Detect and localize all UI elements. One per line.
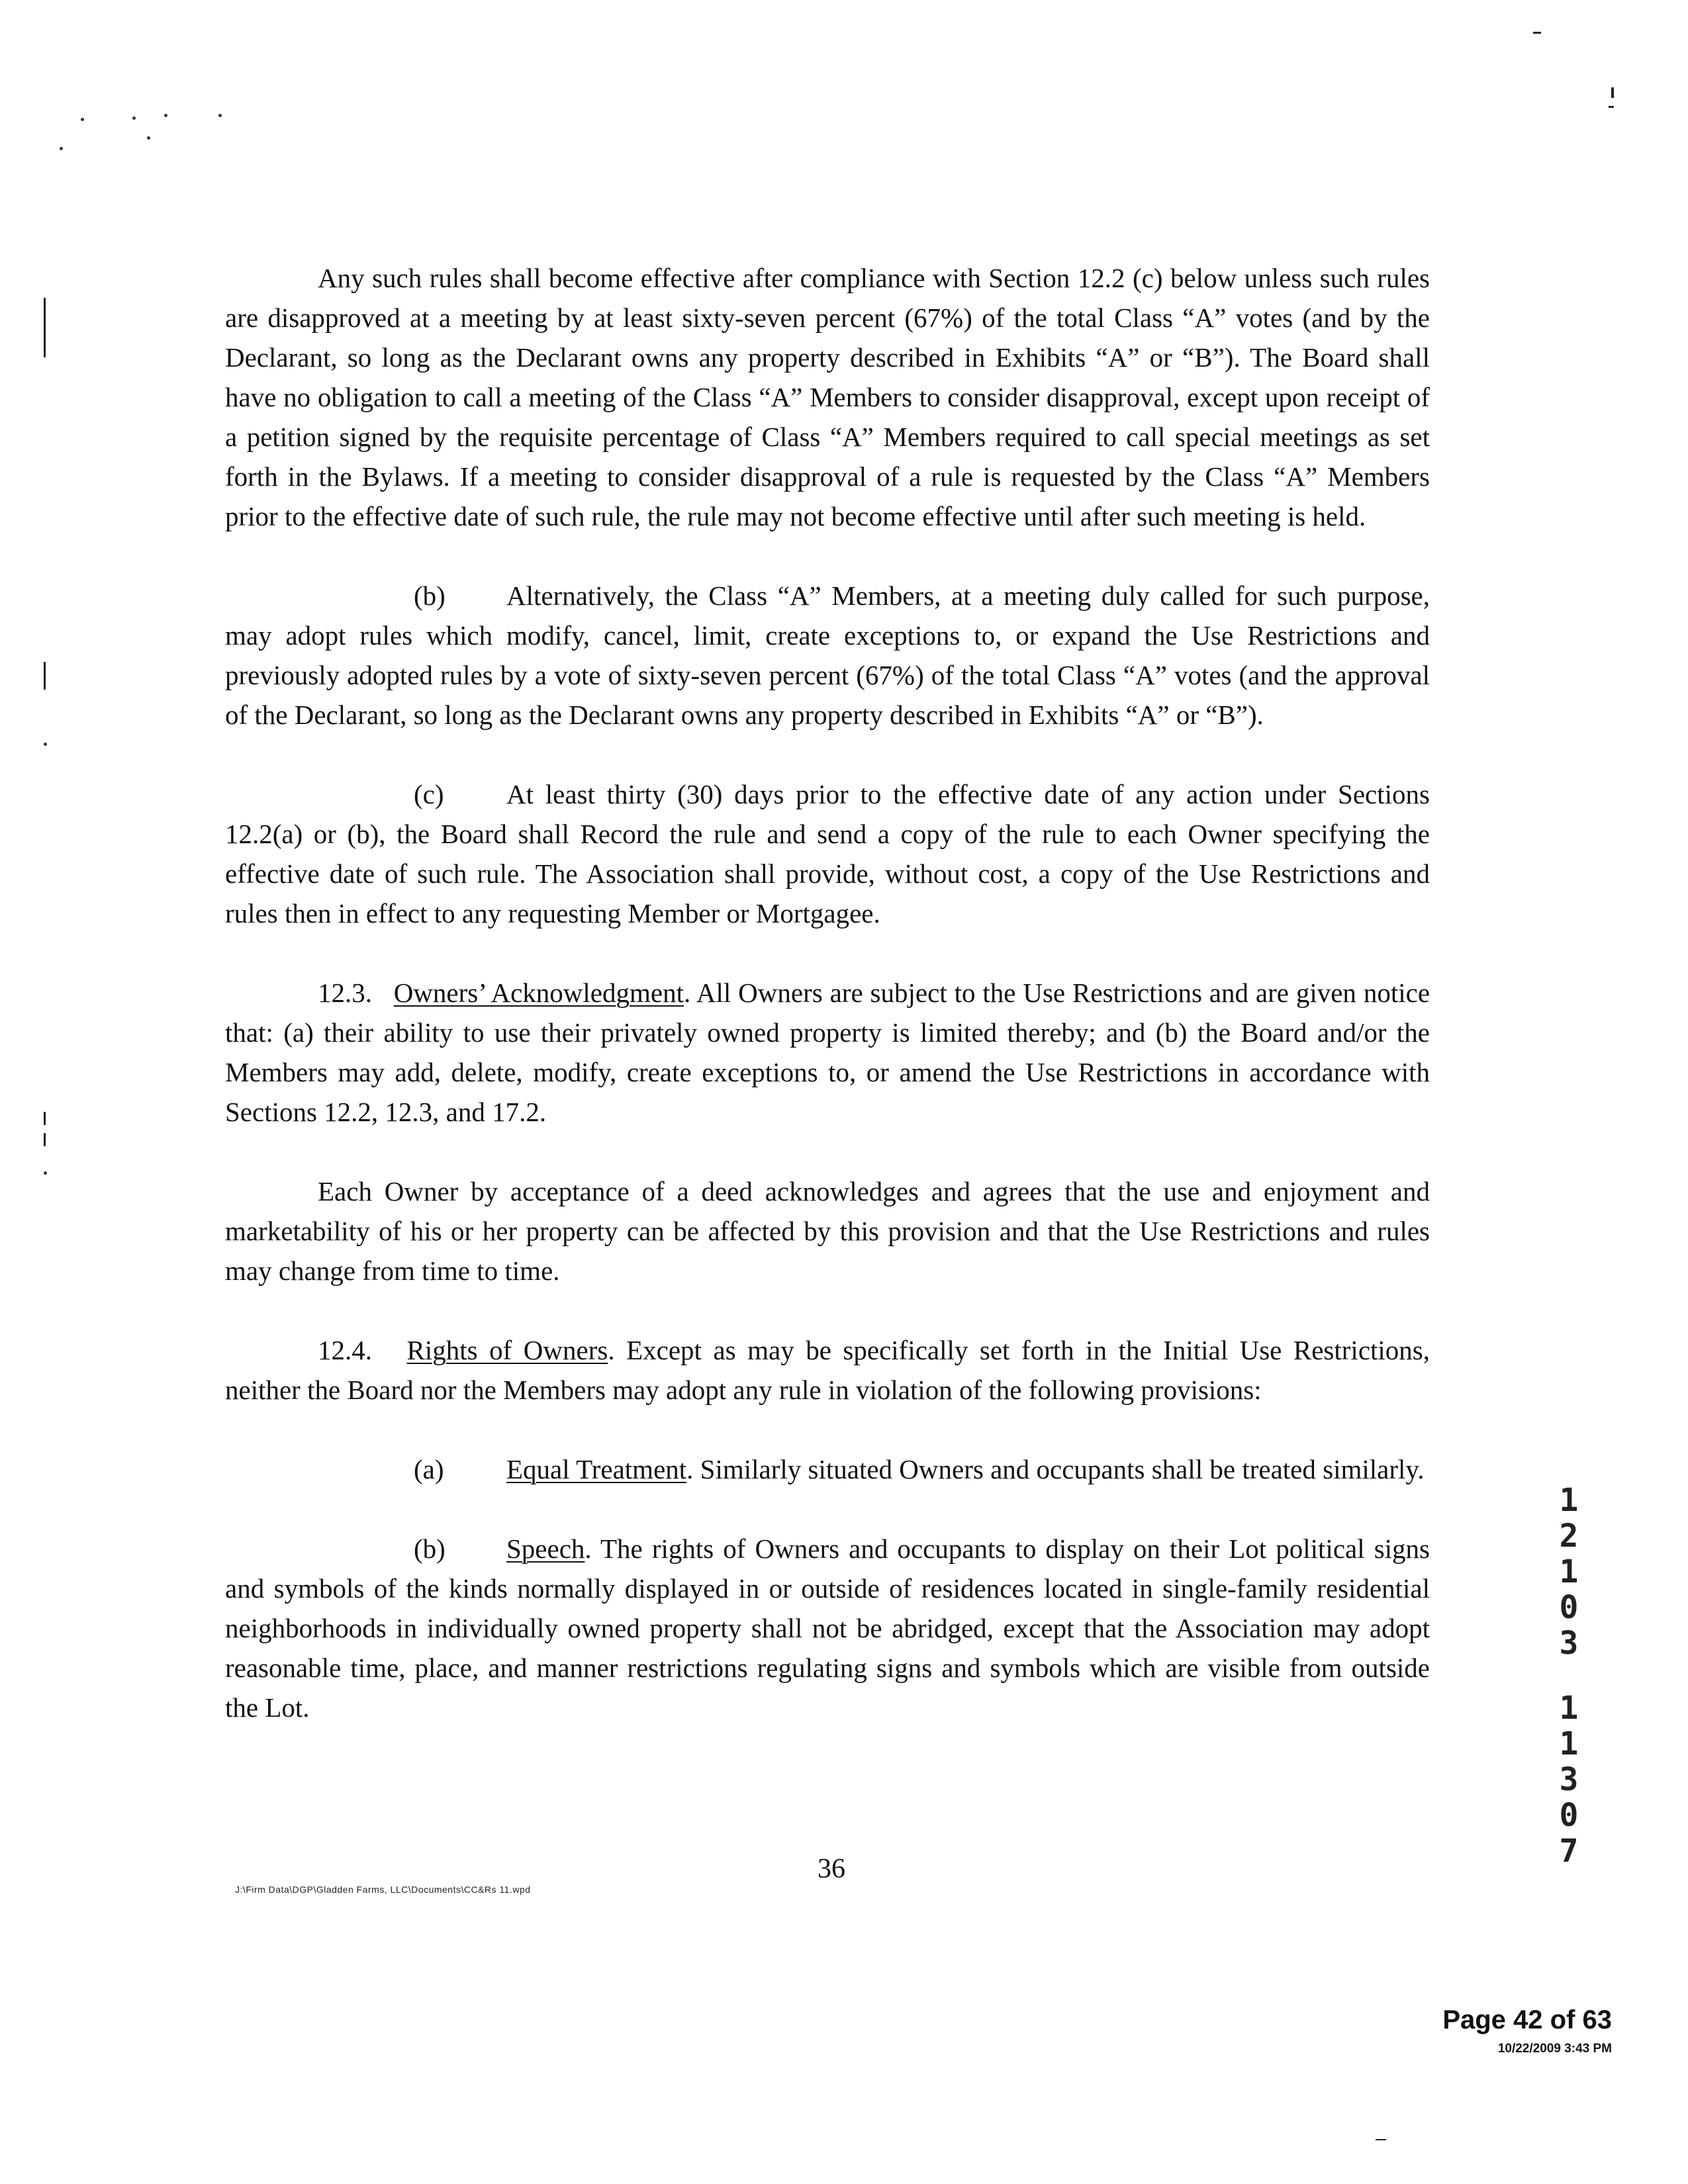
scan-mark (1609, 106, 1614, 108)
paragraph-b-alternatively (225, 576, 1430, 735)
scan-mark (1611, 87, 1614, 98)
margin-line (44, 1133, 46, 1146)
section-text: . Except as may be specifically set forth in the Initial Use Restrictions, neither the Board nor the Members may adopt any rule in violation of the following provisions: (225, 1335, 1430, 1405)
recording-digit: 1 (1559, 1690, 1579, 1727)
recording-digit: 3 (1559, 1625, 1579, 1662)
paragraph-text: . Similarly situated Owners and occupants shall be treated similarly. (686, 1454, 1425, 1484)
file-path-footer: J:\Firm Data\DGP\Gladden Farms, LLC\Documents\CC&Rs 11.wpd (235, 1884, 531, 1895)
scan-speck (60, 147, 63, 150)
paragraph-label: (c) (414, 779, 444, 809)
each-owner-paragraph: Each Owner by acceptance of a deed acknowledges and agrees that the use and enjoyment and marketability of his or her property can be affected by this provision and that the Use Restrictions and rules may change from time to time. (225, 1176, 1430, 1286)
paragraph-title: Speech (506, 1533, 585, 1564)
paragraph-label: (b) (414, 580, 445, 611)
section-number: 12.3. (318, 978, 372, 1008)
section-text: . All Owners are subject to the Use Restrictions and are given notice that: (a) their ability to use their privately owned property is limited thereby; and (b) the Board and/or the Members may add, delete, modify, create exceptions to, or amend the Use Restrictions in accordance with Sections 12.2, 12.3, and 17.2. (225, 978, 1430, 1127)
section-12-4 (225, 1330, 1430, 1410)
paragraph-text: Alternatively, the Class “A” Members, at a meeting duly called for such purpose, may adopt rules which modify, cancel, limit, create exceptions to, or expand the Use Restrictions and previously adopted rules by a vote of sixty-seven percent (67%) of the total Class “A” votes (and the approval of the Declarant, so long as the Declarant owns any property described in Exhibits “A” or “B”). (225, 580, 1430, 730)
section-title: Owners’ Acknowledgment (393, 978, 684, 1008)
page-of-stamp: Page 42 of 63 (1442, 2005, 1612, 2034)
datetime-stamp: 10/22/2009 3:43 PM (1497, 2042, 1612, 2056)
paragraph-b-speech (225, 1529, 1430, 1727)
scan-speck (44, 743, 47, 746)
document-body (225, 258, 1430, 1727)
scan-mark (1376, 2139, 1386, 2140)
recording-digit: 3 (1559, 1761, 1579, 1798)
scan-mark (1533, 32, 1541, 34)
margin-line (44, 1112, 46, 1125)
section-12-3 (225, 973, 1430, 1132)
paragraph-title: Equal Treatment (506, 1454, 687, 1484)
recording-gap (1549, 1661, 1589, 1690)
paragraph-label: (b) (414, 1533, 445, 1564)
paragraph-c-thirty-days (225, 774, 1430, 933)
scan-speck (164, 114, 167, 117)
page-number: 36 (818, 1854, 845, 1884)
recording-number (1549, 1482, 1589, 1869)
scan-speck (132, 116, 136, 120)
section-title: Rights of Owners (406, 1335, 608, 1365)
recording-digit: 7 (1559, 1833, 1579, 1870)
paragraph-text: At least thirty (30) days prior to the effective date of any action under Sections 12.2(a) or (b), the Board shall Record the rule and send a copy of the rule to each Owner specifying the effective date of such rule. The Association shall provide, without cost, a copy of the Use Restrictions and rules then in effect to any requesting Member or Mortgagee. (225, 779, 1430, 929)
scan-speck (218, 114, 222, 117)
paragraph-text: . The rights of Owners and occupants to display on their Lot political signs and symbols of the kinds normally displayed in or outside of residences located in single-family residential neighborhoods in individually owned property shall not be abridged, except that the Association may adopt reasonable time, place, and manner restrictions regulating signs and symbols which are visible from outside the Lot. (225, 1533, 1430, 1723)
scan-speck (44, 1171, 47, 1175)
rules-effective-paragraph: Any such rules shall become effective after compliance with Section 12.2 (c) below unless such rules are disapproved at a meeting by at least sixty-seven percent (67%) of the total Class “A” votes (and by the Declarant, so long as the Declarant owns any property described in Exhibits “A” or “B”). The Board shall have no obligation to call a meeting of the Class “A” Members to consider disapproval, except upon receipt of a petition signed by the requisite percentage of Class “A” Members required to call special meetings as set forth in the Bylaws. If a meeting to consider disapproval of a rule is requested by the Class “A” Members prior to the effective date of such rule, the rule may not become effective until after such meeting is held. (225, 263, 1430, 531)
section-number: 12.4. (318, 1335, 372, 1365)
paragraph-a-equal-treatment (225, 1449, 1430, 1489)
paragraph-label: (a) (414, 1454, 444, 1484)
margin-line (44, 662, 46, 690)
recording-digit: 1 (1559, 1482, 1579, 1519)
recording-digit: 1 (1559, 1725, 1579, 1762)
recording-digit: 1 (1559, 1553, 1579, 1590)
scan-speck (81, 118, 84, 121)
recording-digit: 0 (1559, 1797, 1579, 1834)
recording-digit: 0 (1559, 1589, 1579, 1626)
recording-digit: 2 (1559, 1518, 1579, 1555)
scan-speck (147, 136, 150, 140)
margin-line (44, 298, 46, 357)
